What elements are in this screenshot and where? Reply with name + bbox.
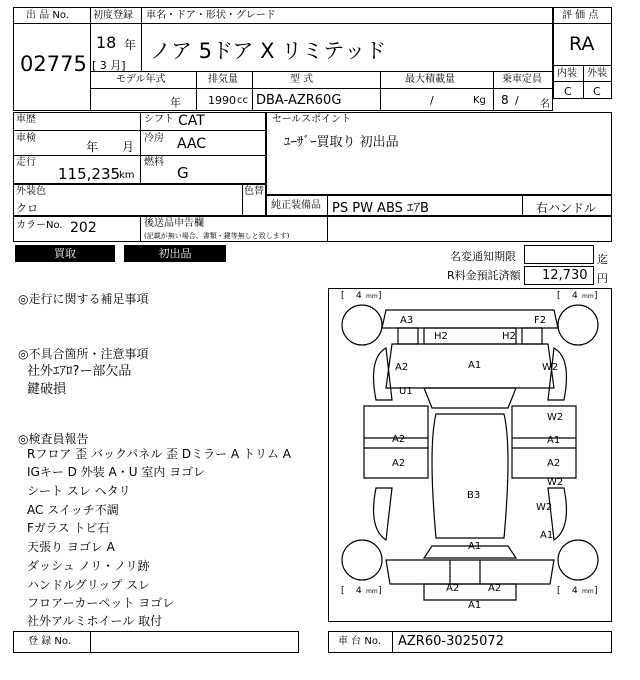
- inspection-month-unit: 月: [122, 140, 135, 154]
- color-change-label: 色替: [244, 186, 264, 197]
- inspector-item: IGキー D 外装 A・U 室内 ヨゴレ: [27, 465, 206, 479]
- displacement-label: 排気量: [208, 74, 238, 85]
- ac-value: AAC: [177, 136, 207, 152]
- tire-tread-fl: 4: [356, 291, 362, 301]
- genuine-equipment-label: 純正装備品: [271, 200, 321, 211]
- inspector-item: フロアーカーペット ヨゴレ: [27, 596, 175, 610]
- damage-mark: W2: [547, 412, 564, 423]
- exterior-label: 外装: [587, 68, 607, 79]
- svg-text:[: [: [557, 586, 561, 596]
- ext-color-label: 外装色: [16, 186, 46, 197]
- recycle-fee-unit: 円: [597, 272, 608, 285]
- damage-mark: A1: [468, 360, 482, 371]
- inspector-item: AC スイッチ不調: [27, 503, 119, 517]
- lot-number: 02775: [20, 52, 87, 76]
- recycle-fee-label: R料金預託済額: [447, 269, 521, 282]
- max-load-label: 最大積載量: [405, 74, 455, 85]
- tire-rear-left: [342, 540, 382, 580]
- car-damage-diagram: [328, 288, 612, 622]
- damage-mark: A1: [468, 600, 482, 611]
- damage-mark: H2: [502, 331, 516, 342]
- max-load-unit: Kg: [473, 95, 486, 106]
- capacity-label: 乗車定員: [502, 74, 542, 85]
- shift-label: シフト: [144, 114, 174, 125]
- svg-text:]: ]: [378, 291, 382, 301]
- sales-point: ﾕｰｻﾞｰ買取り 初出品: [284, 135, 399, 150]
- svg-text:[: [: [341, 586, 345, 596]
- interior-grade: C: [564, 85, 572, 98]
- tire-front-left: [342, 305, 382, 345]
- history-label: 車歴: [16, 114, 36, 125]
- model-code: DBA-AZR60G: [256, 93, 342, 108]
- damage-mark: A1: [468, 541, 482, 552]
- inspector-title: ◎検査員報告: [18, 432, 89, 446]
- mileage-label: 走行: [16, 157, 36, 168]
- fuel-label: 燃料: [144, 157, 164, 168]
- color-no-frame: [13, 216, 612, 242]
- max-load-slash: /: [430, 94, 434, 107]
- sales-point-label: セールスポイント: [272, 114, 352, 125]
- capacity-separator: /: [515, 94, 519, 107]
- inspector-item: 社外アルミホイール 取付: [27, 614, 163, 628]
- model-year-unit: 年: [170, 96, 181, 109]
- svg-text:]: ]: [378, 586, 382, 596]
- svg-text:]: ]: [594, 586, 598, 596]
- name-change-deadline-box: [524, 245, 594, 264]
- post-install-note: (記載が無い場合、書類・鍵等無しと致します): [144, 232, 290, 240]
- tire-tread-fr: 4: [572, 291, 578, 301]
- inspector-item: シート スレ ヘタリ: [27, 484, 131, 498]
- displacement: 1990: [208, 94, 236, 107]
- capacity: 8: [501, 93, 509, 107]
- damage-mark: W2: [547, 477, 564, 488]
- chassis-no: AZR60-3025072: [398, 634, 504, 649]
- recycle-fee-amount: 12,730: [542, 268, 588, 283]
- damage-mark: U1: [399, 386, 413, 397]
- defects-title: ◎不具合箇所・注意事項: [18, 347, 149, 361]
- lot-number-label: 出 品 No.: [26, 10, 69, 21]
- car-name: ノア 5ドア X リミテッド: [150, 39, 387, 63]
- defect-item: 鍵破損: [27, 382, 67, 397]
- fuel-value: G: [177, 164, 189, 182]
- mileage-value: 115,235: [58, 165, 121, 183]
- damage-mark: W2: [542, 362, 559, 373]
- tire-tread-rl: 4: [356, 586, 362, 596]
- damage-mark: W2: [536, 502, 553, 513]
- inspection-year-unit: 年: [86, 140, 99, 154]
- tire-rear-right: [558, 540, 598, 580]
- model-label: 型 式: [290, 74, 314, 85]
- equipment-list: PS PW ABS ｴｱB: [332, 201, 429, 216]
- tire-unit: mm: [366, 293, 378, 300]
- first-listing-badge: 初出品: [124, 245, 226, 262]
- name-change-unit: 迄: [597, 253, 608, 266]
- interior-label: 内装: [557, 68, 577, 79]
- first-registration-label: 初度登録: [93, 10, 133, 21]
- tire-tread-fl: [: [341, 291, 345, 301]
- post-install-label: 後送品申告欄: [144, 218, 204, 229]
- damage-mark: A2: [395, 362, 409, 373]
- tire-front-right: [558, 305, 598, 345]
- color-no: 202: [70, 220, 97, 236]
- svg-text:]: ]: [594, 291, 598, 301]
- damage-mark: H2: [434, 331, 448, 342]
- defect-item: 社外ｴｱﾛ?ー部欠品: [27, 364, 132, 379]
- registration-no-label: 登 録 No.: [28, 636, 71, 647]
- inspector-item: Rフロア 歪 バックパネル 歪 Dミラー A トリム A: [27, 447, 291, 461]
- ac-label: 冷房: [144, 133, 164, 144]
- year-unit: 年: [124, 38, 137, 52]
- tire-tread-rr: 4: [572, 586, 578, 596]
- inspector-item: ダッシュ ノリ・ノリ跡: [27, 559, 150, 573]
- evaluation-label: 評 価 点: [562, 10, 599, 21]
- inspector-item: Fガラス トビ石: [27, 521, 110, 535]
- ext-color-frame: [13, 184, 266, 216]
- driving-notes-title: ◎走行に関する補足事項: [18, 292, 149, 306]
- chassis-no-label: 車 台 No.: [338, 636, 381, 647]
- damage-mark: A2: [392, 434, 406, 445]
- tire-unit: mm: [582, 293, 594, 300]
- model-year-label: モデル年式: [116, 74, 166, 85]
- damage-mark: A2: [392, 458, 406, 469]
- buyback-badge: 買取: [15, 245, 115, 262]
- damage-mark: B3: [467, 490, 481, 501]
- damage-mark: F2: [534, 315, 547, 326]
- damage-mark: A1: [540, 530, 554, 541]
- car-name-label: 車名・ドア・形状・グレード: [146, 10, 276, 21]
- inspection-label: 車検: [16, 133, 36, 144]
- damage-mark: A1: [547, 435, 561, 446]
- mileage-unit: km: [119, 170, 135, 181]
- damage-mark: A2: [547, 458, 561, 469]
- evaluation-score: RA: [569, 33, 595, 55]
- tire-unit: mm: [582, 588, 594, 595]
- damage-mark: A2: [446, 583, 460, 594]
- ext-color: クロ: [16, 202, 38, 215]
- steering-side: 右ハンドル: [536, 201, 597, 215]
- capacity-unit: 名: [540, 99, 550, 110]
- damage-mark: A2: [488, 583, 502, 594]
- inspector-item: ハンドルグリップ スレ: [27, 578, 151, 592]
- shift-value: CAT: [178, 113, 205, 129]
- first-registration-year: 18: [96, 33, 117, 52]
- svg-text:[: [: [557, 291, 561, 301]
- damage-mark: A3: [400, 315, 414, 326]
- first-registration-month: [ 3 月]: [92, 59, 126, 72]
- name-change-deadline-label: 名変通知期限: [450, 250, 516, 263]
- exterior-grade: C: [593, 85, 601, 98]
- tire-unit: mm: [366, 588, 378, 595]
- color-no-label: カラーNo.: [16, 220, 63, 231]
- displacement-unit: cc: [237, 95, 248, 106]
- inspector-item: 天張り ヨゴレ A: [27, 540, 115, 554]
